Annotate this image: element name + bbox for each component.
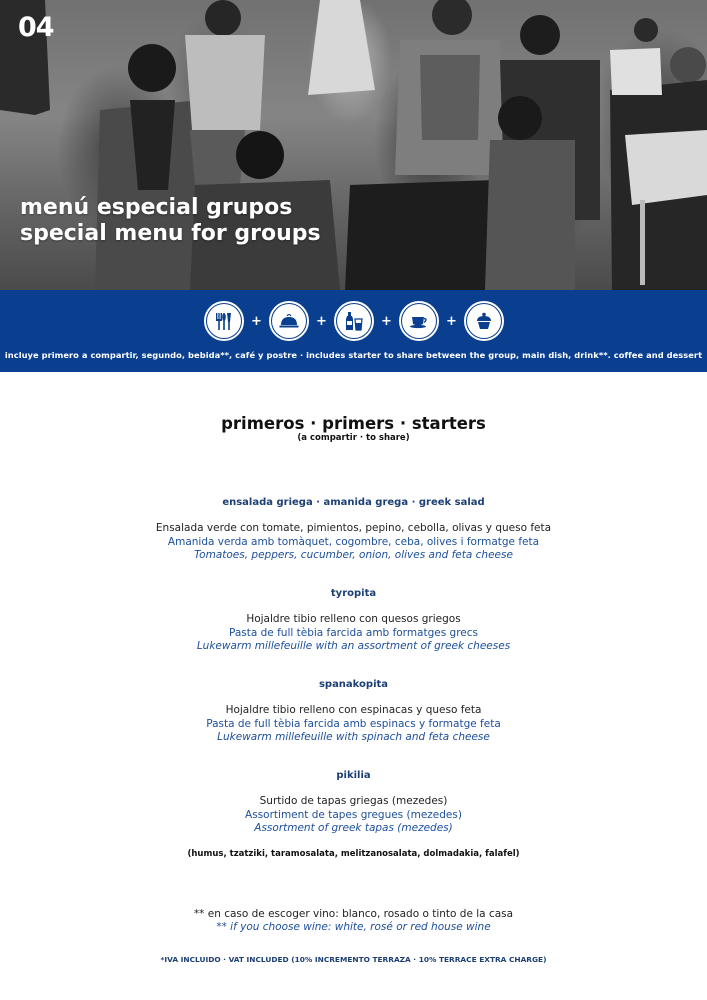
menu-title-es: menú especial grupos [20,195,293,220]
dish-item [0,770,707,836]
dish-name: spanakopita [318,679,389,690]
cutlery-icon [204,301,244,341]
coffee-cup-icon [399,301,439,341]
dish-description-en: Assortment of greek tapas (mezedes) [254,822,453,834]
plus-sign: + [316,313,327,329]
section-title: primeros · primers · starters [221,414,486,433]
wine-note-en: ** if you choose wine: white, rosé or red house wine [216,921,491,933]
pikilia-contents: (humus, tzatziki, taramosalata, melitzanosalata, dolmadakia, falafel) [187,849,520,859]
dish-description-ca: Assortiment de tapes gregues (mezedes) [245,808,462,821]
wine-note-es: ** en caso de escoger vino: blanco, rosado o tinto de la casa [193,908,514,920]
dish-description-es: Hojaldre tibio relleno con quesos griegos [246,613,461,625]
menu-title [20,195,321,247]
page-number: 04 [18,12,54,43]
dish-item [0,679,707,745]
dish-description-ca: Amanida verda amb tomàquet, cogombre, ceba, olives i formatge feta [167,535,540,548]
vat-note: *IVA INCLUIDO · VAT INCLUDED (10% INCREMENTO TERRAZA · 10% TERRACE EXTRA CHARGE) [160,955,547,964]
dish-name: tyropita [330,588,377,599]
section-subtitle: (a compartir · to share) [297,433,410,443]
dish-description-en: Lukewarm millefeuille with spinach and feta cheese [217,731,490,743]
dessert-icon [464,301,504,341]
includes-text: incluye primero a compartir, segundo, bebida**, café y postre · includes starter to share between the group, main dish, drink**. coffee and dessert [4,350,703,360]
dish-item [0,497,707,563]
plus-sign: + [381,313,392,329]
cloche-icon [269,301,309,341]
dish-item [0,588,707,654]
drinks-icon [334,301,374,341]
dish-description-en: Lukewarm millefeuille with an assortment of greek cheeses [196,640,511,652]
dish-description-ca: Pasta de full tèbia farcida amb formatges grecs [228,626,478,639]
included-icons [204,298,504,344]
menu-title-en: special menu for groups [20,221,321,246]
dish-description-ca: Pasta de full tèbia farcida amb espinacs y formatge feta [206,717,501,730]
plus-sign: + [446,313,457,329]
dish-description-es: Ensalada verde con tomate, pimientos, pepino, cebolla, olivas y queso feta [155,522,552,534]
hero-photo [0,0,707,290]
dish-description-en: Tomatoes, peppers, cucumber, onion, olives and feta cheese [194,549,513,561]
dish-description-es: Surtido de tapas griegas (mezedes) [259,795,448,807]
dish-name: pikilia [336,770,371,781]
dish-description-es: Hojaldre tibio relleno con espinacas y queso feta [225,704,482,716]
dish-name: ensalada griega · amanida grega · greek salad [222,497,485,508]
plus-sign: + [251,313,262,329]
